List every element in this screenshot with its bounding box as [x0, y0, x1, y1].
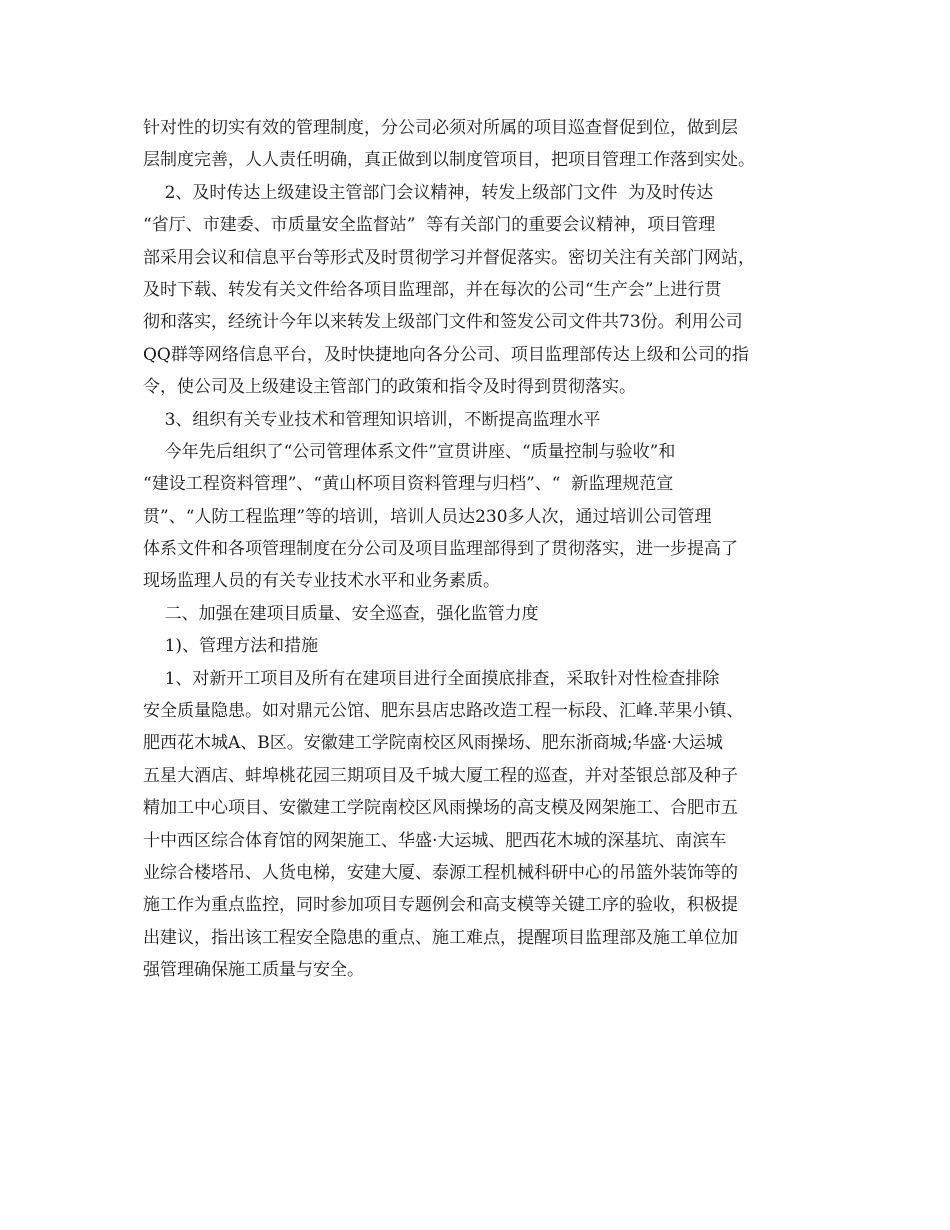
- text-line: 施工作为重点监控，同时参加项目专题例会和高支模等关键工序的验收，积极提: [143, 895, 738, 916]
- text-line: 肥西花木城A、B区。安徽建工学院南校区风雨操场、肥东浙商城;华盛·大运城: [143, 733, 723, 754]
- subsection-heading: 1)、管理方法和措施: [143, 636, 319, 657]
- text-line: 体系文件和各项管理制度在分公司及项目监理部得到了贯彻落实，进一步提高了: [143, 539, 738, 560]
- text-line: “建设工程资料管理”、“黄山杯项目资料管理与归档”、“ 新监理规范宣: [143, 474, 674, 495]
- text-line: 部采用会议和信息平台等形式及时贯彻学习并督促落实。密切关注有关部门网站，: [143, 247, 755, 268]
- document-body: [143, 112, 823, 987]
- text-line: 彻和落实，经统计今年以来转发上级部门文件和签发公司文件共73份。利用公司: [143, 312, 743, 333]
- text-line: 及时下载、转发有关文件给各项目监理部，并在每次的公司“生产会”上进行贯: [143, 279, 722, 300]
- text-line: 令，使公司及上级建设主管部门的政策和指令及时得到贯彻落实。: [143, 377, 636, 398]
- text-line: 今年先后组织了“公司管理体系文件”宣贯讲座、“质量控制与验收”和: [143, 441, 676, 462]
- text-line: 精加工中心项目、安徽建工学院南校区风雨操场的高支模及网架施工、合肥市五: [143, 798, 738, 819]
- text-line: 强管理确保施工质量与安全。: [143, 960, 364, 981]
- text-line: QQ群等网络信息平台，及时快捷地向各分公司、项目监理部传达上级和公司的指: [143, 344, 749, 365]
- text-line: 五星大酒店、蚌埠桃花园三期项目及千城大厦工程的巡查，并对荃银总部及种子: [143, 765, 738, 786]
- text-line: 2、及时传达上级建设主管部门会议精神，转发上级部门文件 为及时传达: [143, 182, 714, 203]
- text-line: “省厅、市建委、市质量安全监督站” 等有关部门的重要会议精神，项目管理: [143, 215, 716, 236]
- text-line: 针对性的切实有效的管理制度，分公司必须对所属的项目巡查督促到位，做到层: [143, 118, 738, 138]
- text-line: 1、对新开工项目及所有在建项目进行全面摸底排查，采取针对性检查排除: [143, 668, 720, 689]
- text-line: 层制度完善，人人责任明确，真正做到以制度管项目，把项目管理工作落到实处。: [143, 150, 755, 171]
- text-line: 贯”、“人防工程监理”等的培训，培训人员达230多人次，通过培训公司管理: [143, 506, 712, 527]
- text-line: 现场监理人员的有关专业技术水平和业务素质。: [143, 571, 500, 592]
- text-line: 出建议，指出该工程安全隐患的重点、施工难点，提醒项目监理部及施工单位加: [143, 927, 738, 948]
- text-line: 安全质量隐患。如对鼎元公馆、肥东县店忠路改造工程一标段、汇峰.苹果小镇、: [143, 701, 744, 722]
- text-line: 业综合楼塔吊、人货电梯，安建大厦、泰源工程机械科研中心的吊篮外装饰等的: [143, 862, 738, 883]
- text-line: 十中西区综合体育馆的网架施工、华盛·大运城、肥西花木城的深基坑、南滨车: [143, 830, 727, 851]
- text-line: 3、组织有关专业技术和管理知识培训，不断提高监理水平: [143, 409, 601, 430]
- section-heading: 二、加强在建项目质量、安全巡查，强化监管力度: [143, 603, 539, 624]
